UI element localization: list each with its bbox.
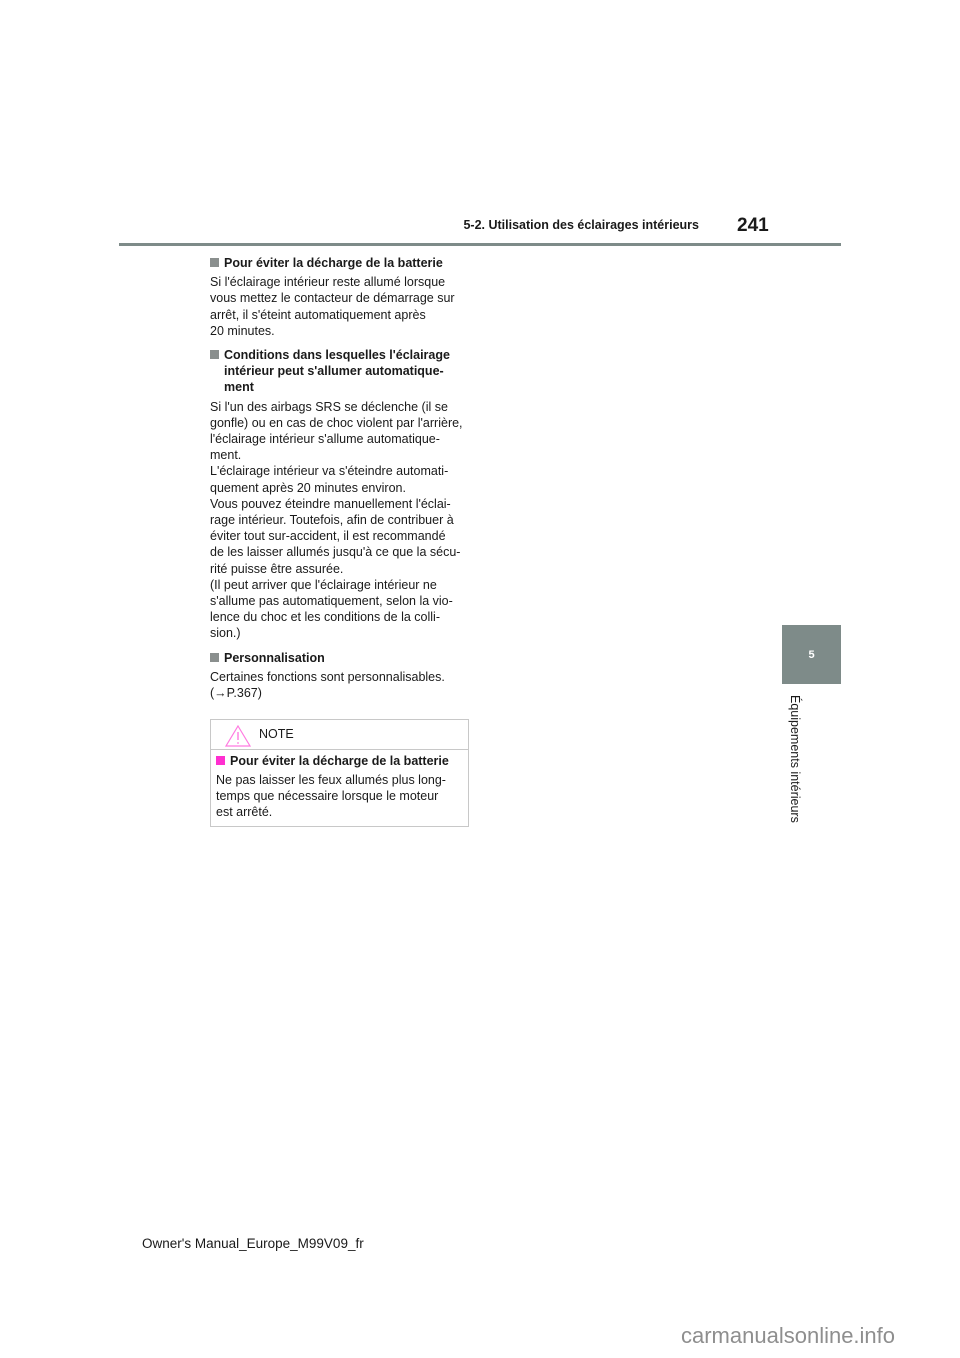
chapter-title: Équipements intérieurs bbox=[788, 695, 802, 823]
text-line: est arrêté. bbox=[216, 805, 273, 819]
bullet-square-icon bbox=[210, 258, 219, 267]
chapter-tab: 5 bbox=[782, 625, 841, 684]
text-line: (Il peut arriver que l'éclairage intérieur ne bbox=[210, 577, 437, 592]
section-text bbox=[210, 399, 472, 642]
bullet-square-icon bbox=[210, 350, 219, 359]
text-line: de les laisser allumés jusqu'à ce que la sécu- bbox=[210, 545, 461, 560]
heading-line: intérieur peut s'allumer automatique- bbox=[224, 364, 444, 379]
text-line: gonfle) ou en cas de choc violent par l'arrière, bbox=[210, 415, 463, 430]
heading-line: Personnalisation bbox=[224, 650, 325, 665]
text-line: (→P.367) bbox=[210, 686, 262, 701]
main-column bbox=[210, 255, 472, 709]
note-header bbox=[211, 720, 468, 750]
text-line: 20 minutes. bbox=[210, 323, 275, 338]
text-line: Vous pouvez éteindre manuellement l'éclai- bbox=[210, 496, 451, 511]
bullet-square-icon bbox=[210, 653, 219, 662]
text-line: Certaines fonctions sont personnalisables. bbox=[210, 669, 445, 684]
text-line: s'allume pas automatiquement, selon la vio- bbox=[210, 594, 453, 609]
heading-line: ment bbox=[224, 380, 254, 395]
text-line: rage intérieur. Toutefois, afin de contribuer à bbox=[210, 513, 454, 528]
section-title: 5-2. Utilisation des éclairages intérieurs bbox=[463, 218, 699, 232]
page-number: 241 bbox=[737, 215, 769, 236]
header-rule bbox=[119, 243, 841, 246]
note-text bbox=[216, 772, 463, 820]
text-line: Si l'éclairage intérieur reste allumé lorsque bbox=[210, 275, 446, 290]
text-line: Ne pas laisser les feux allumés plus long- bbox=[216, 773, 446, 787]
text-line: arrêt, il s'éteint automatiquement après bbox=[210, 307, 426, 322]
footer: Owner's Manual_Europe_M99V09_fr bbox=[142, 1236, 364, 1251]
text-line: temps que nécessaire lorsque le moteur bbox=[216, 789, 439, 803]
text-line: lence du choc et les conditions de la colli- bbox=[210, 610, 440, 625]
text-line: quement après 20 minutes environ. bbox=[210, 480, 406, 495]
section-heading bbox=[210, 347, 472, 396]
heading-line: Conditions dans lesquelles l'éclairage bbox=[224, 348, 450, 363]
note-title: NOTE bbox=[259, 727, 294, 741]
text-line: vous mettez le contacteur de démarrage sur bbox=[210, 291, 455, 306]
heading-line: Pour éviter la décharge de la batterie bbox=[224, 256, 443, 270]
text-line: rité puisse être assurée. bbox=[210, 561, 344, 576]
text-line: l'éclairage intérieur s'allume automatique- bbox=[210, 432, 440, 447]
section-text bbox=[210, 274, 472, 339]
section-text bbox=[210, 669, 472, 701]
section-heading bbox=[210, 255, 472, 271]
note-heading: Pour éviter la décharge de la batterie bbox=[216, 753, 463, 769]
text-line: ment. bbox=[210, 448, 242, 463]
text-line: L'éclairage intérieur va s'éteindre automati- bbox=[210, 464, 449, 479]
watermark: carmanualsonline.info bbox=[681, 1323, 896, 1348]
text-line: Si l'un des airbags SRS se déclenche (il se bbox=[210, 399, 448, 414]
text-line: sion.) bbox=[210, 626, 241, 641]
section-heading bbox=[210, 650, 472, 666]
warning-triangle-icon bbox=[225, 725, 251, 747]
text-line: éviter tout sur-accident, il est recommandé bbox=[210, 529, 446, 544]
note-box bbox=[210, 719, 469, 827]
bullet-square-icon bbox=[216, 756, 225, 765]
